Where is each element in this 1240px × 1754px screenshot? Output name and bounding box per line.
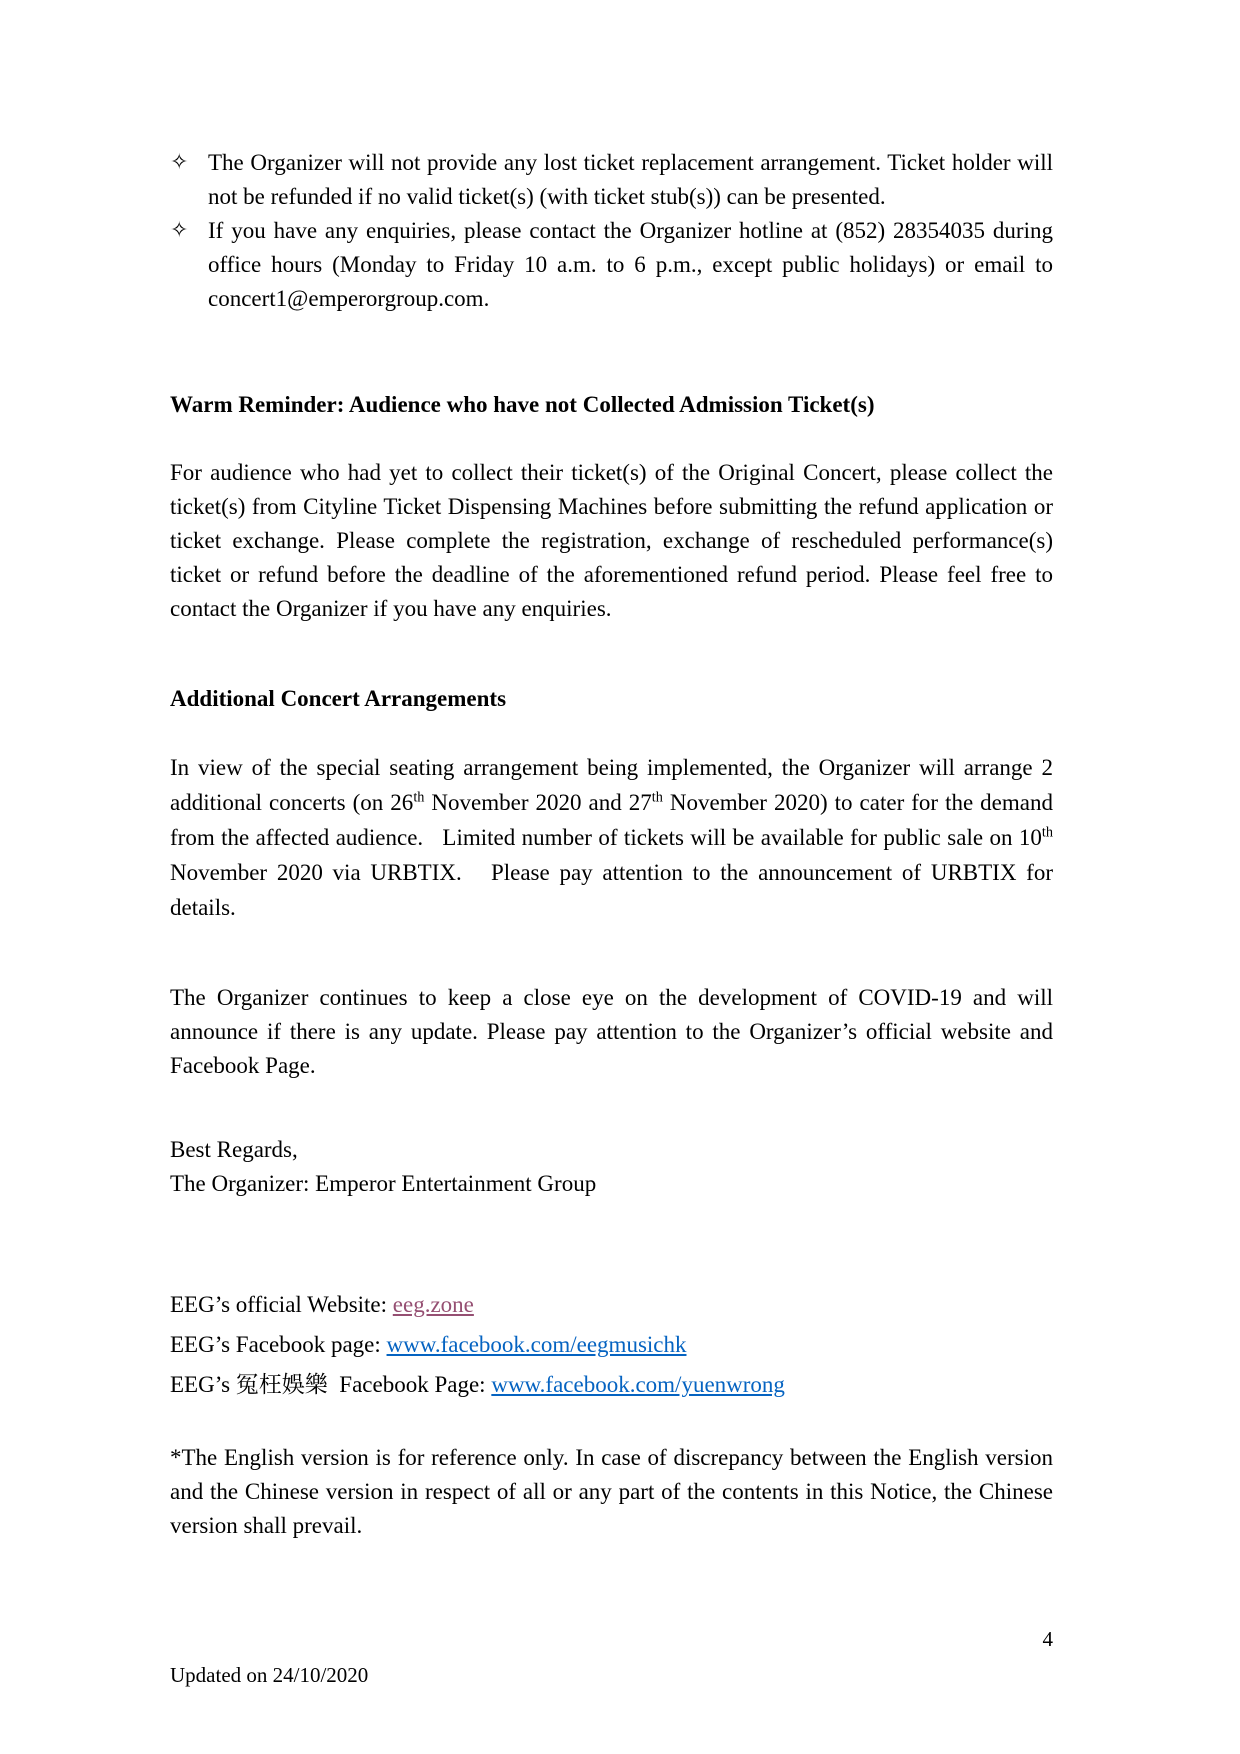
- warm-reminder-heading: Warm Reminder: Audience who have not Collected Admission Ticket(s): [170, 392, 875, 417]
- eegmusichk-facebook-link[interactable]: www.facebook.com/eegmusichk: [386, 1332, 687, 1357]
- links-block: [170, 1285, 1053, 1405]
- warm-reminder-paragraph: For audience who had yet to collect their ticket(s) of the Original Concert, please collect the ticket(s) from Cityline Ticket Dispensing Machines before submitting the refund application or ticket exchange. Please complete the registration, exchange of rescheduled performance(s) ticket or refund before the deadline of the aforementioned refund period. Please feel free to contact the Organizer if you have any enquiries.: [170, 460, 1053, 621]
- signoff-block: [170, 1133, 1053, 1201]
- additional-arrangements-heading: Additional Concert Arrangements: [170, 686, 507, 711]
- yuenwrong-facebook-label: EEG’s 冤枉娛樂 Facebook Page:: [170, 1372, 492, 1397]
- eeg-zone-link[interactable]: eeg.zone: [392, 1292, 474, 1317]
- signoff-regards: Best Regards,: [170, 1137, 298, 1162]
- bullet-item-lost-ticket: [170, 146, 1053, 214]
- additional-arrangements-paragraph: In view of the special seating arrangement being implemented, the Organizer will arrange 2 additional concerts (on 26th November 2020 and 27th November 2020) to cater for the demand from the affected audience. Limited number of tickets will be available for public sale on 10th November 2020 via URBTIX. Please pay attention to the announcement of URBTIX for details.: [170, 755, 1053, 920]
- bullet-item-enquiries: [170, 214, 1053, 316]
- diamond-bullet-icon: ✧: [170, 150, 189, 175]
- official-website-label: EEG’s official Website:: [170, 1292, 393, 1317]
- bullet-text-lost-ticket: The Organizer will not provide any lost ticket replacement arrangement. Ticket holder will not be refunded if no valid ticket(s) (with ticket stub(s)) can be presented.: [208, 150, 1053, 209]
- official-website-row: [170, 1285, 1053, 1325]
- diamond-bullet-icon: ✧: [170, 218, 189, 243]
- yuenwrong-facebook-row: [170, 1365, 1053, 1405]
- updated-date: Updated on 24/10/2020: [170, 1663, 369, 1687]
- document-content: [170, 0, 1053, 1543]
- signoff-organizer: The Organizer: Emperor Entertainment Group: [170, 1171, 597, 1196]
- facebook-page-label: EEG’s Facebook page:: [170, 1332, 387, 1357]
- page-number: 4: [1042, 1627, 1053, 1651]
- yuenwrong-facebook-link[interactable]: www.facebook.com/yuenwrong: [491, 1372, 785, 1397]
- facebook-page-row: [170, 1325, 1053, 1365]
- bullet-text-enquiries: If you have any enquiries, please contact the Organizer hotline at (852) 28354035 during office hours (Monday to Friday 10 a.m. to 6 p.m., except public holidays) or email to concert1@emperorgroup.com.: [208, 218, 1053, 311]
- covid-update-paragraph: The Organizer continues to keep a close eye on the development of COVID-19 and will announce if there is any update. Please pay attention to the Organizer’s official website and Facebook Page.: [170, 985, 1053, 1078]
- language-disclaimer-paragraph: *The English version is for reference only. In case of discrepancy between the English version and the Chinese version in respect of all or any part of the contents in this Notice, the Chinese version shall prevail.: [170, 1445, 1053, 1538]
